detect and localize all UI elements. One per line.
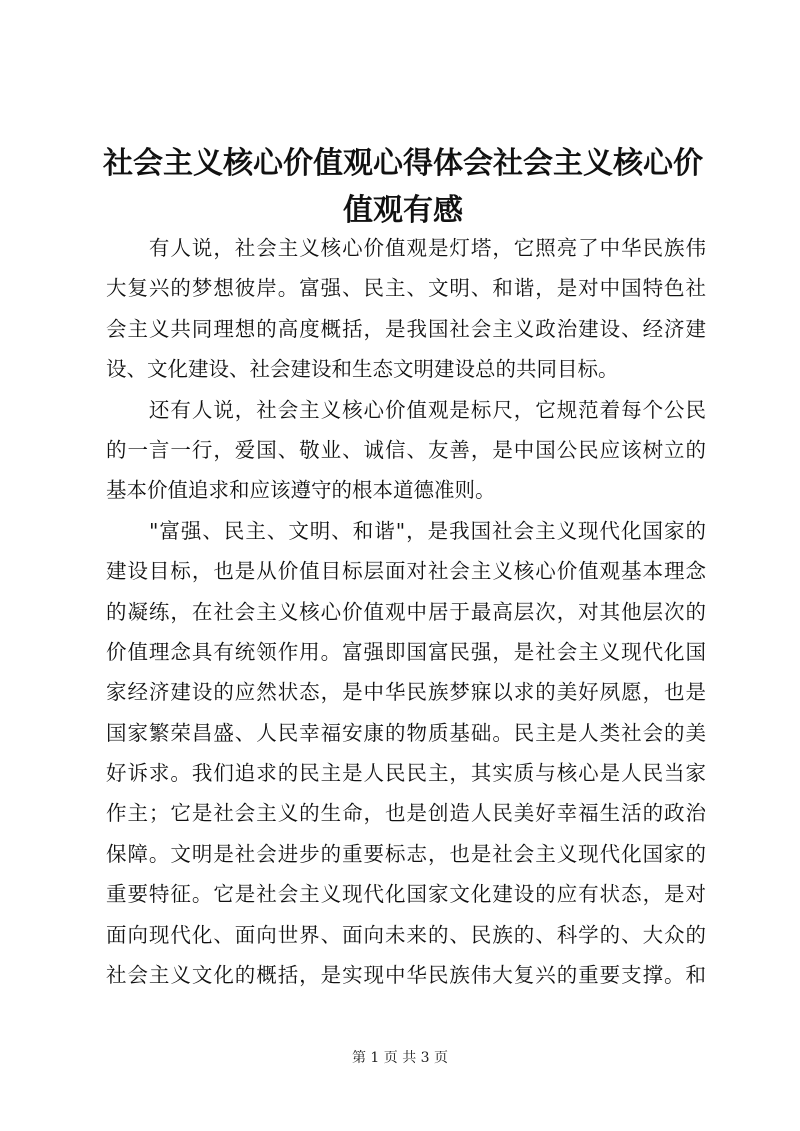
text-line: 会主义共同理想的高度概括，是我国社会主义政治建设、经济建 <box>106 316 706 341</box>
text-line: 有人说，社会主义核心价值观是灯塔，它照亮了中华民族伟 <box>106 236 706 260</box>
title-line: 值观有感 <box>343 193 463 228</box>
text-line: 设、文化建设、社会建设和生态文明建设总的共同目标。 <box>106 357 619 382</box>
text-line: "富强、民主、文明、和谐"，是我国社会主义现代化国家的 <box>106 518 706 543</box>
text-line: 的凝练，在社会主义核心价值观中居于最高层次，对其他层次的 <box>106 599 706 624</box>
title-line: 社会主义核心价值观心得体会社会主义核心价 <box>103 146 703 181</box>
text-line: 作主；它是社会主义的生命，也是创造人民美好幸福生活的政治 <box>106 801 706 826</box>
text-line: 保障。文明是社会进步的重要标志，也是社会主义现代化国家的 <box>106 841 706 866</box>
text-line: 基本价值追求和应该遵守的根本道德准则。 <box>106 478 496 503</box>
document-body <box>106 228 706 995</box>
paragraph-3 <box>106 511 706 996</box>
text-line: 价值理念具有统领作用。富强即国富民强，是社会主义现代化国 <box>106 639 706 664</box>
text-line: 好诉求。我们追求的民主是人民民主，其实质与核心是人民当家 <box>106 761 706 786</box>
text-line: 重要特征。它是社会主义现代化国家文化建设的应有状态，是对 <box>106 882 706 907</box>
text-line: 大复兴的梦想彼岸。富强、民主、文明、和谐，是对中国特色社 <box>106 276 706 301</box>
text-line: 社会主义文化的概括，是实现中华民族伟大复兴的重要支撑。和 <box>106 963 706 988</box>
page-number-footer: 第 1 页 共 3 页 <box>351 1050 449 1066</box>
text-line: 面向现代化、面向世界、面向未来的、民族的、科学的、大众的 <box>106 922 706 947</box>
paragraph-2 <box>106 390 706 511</box>
document-title <box>100 140 706 234</box>
text-line: 国家繁荣昌盛、人民幸福安康的物质基础。民主是人类社会的美 <box>106 720 706 745</box>
text-line: 建设目标，也是从价值目标层面对社会主义核心价值观基本理念 <box>106 559 706 584</box>
text-line: 的一言一行，爱国、敬业、诚信、友善，是中国公民应该树立的 <box>106 437 706 462</box>
text-line: 还有人说，社会主义核心价值观是标尺，它规范着每个公民 <box>106 397 706 422</box>
text-line: 家经济建设的应然状态，是中华民族梦寐以求的美好夙愿，也是 <box>106 680 706 705</box>
paragraph-1 <box>106 228 706 390</box>
